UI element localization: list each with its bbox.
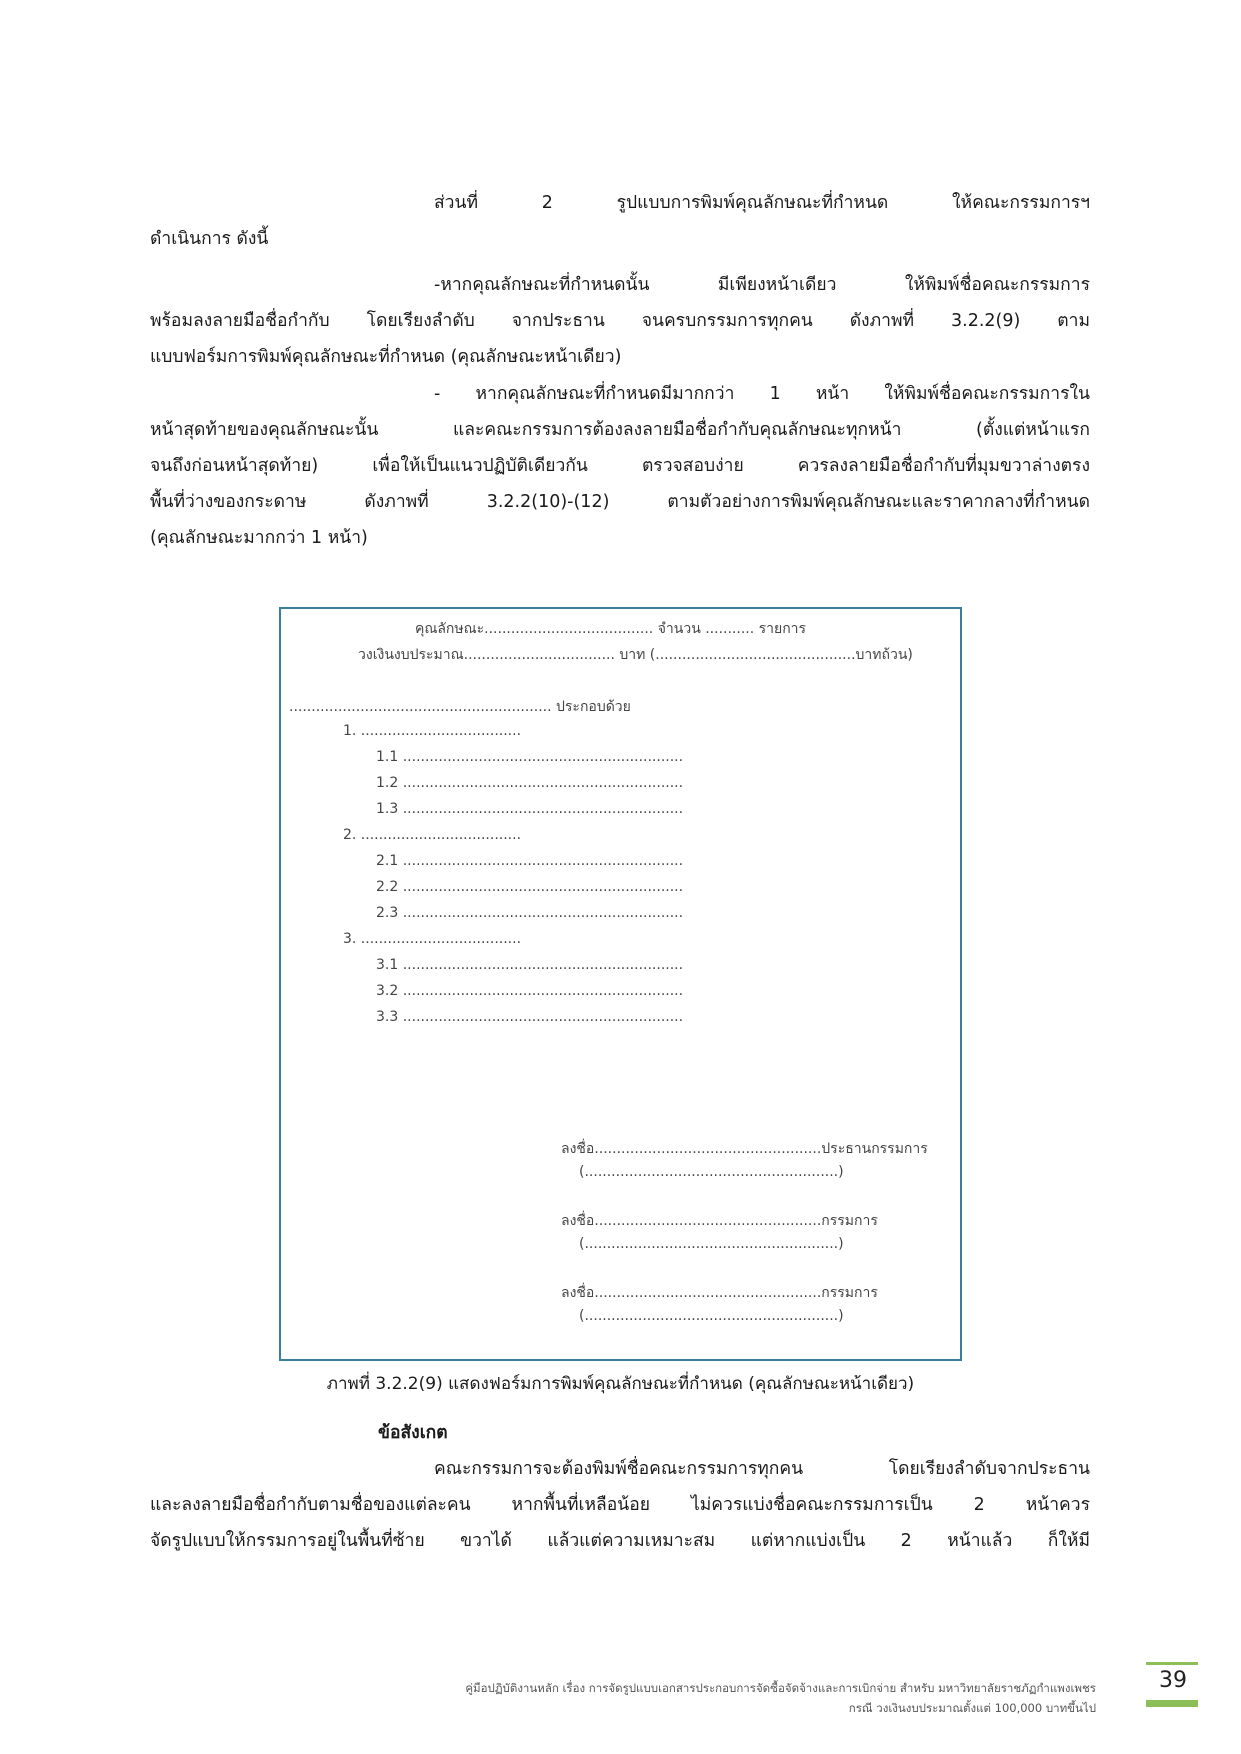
paragraph-2-line-1: -หากคุณลักษณะที่กำหนดนั้น มีเพียงหน้าเดียว ให้พิมพ์ชื่อคณะกรรมการ: [434, 275, 1090, 295]
form-subitem: 3.1 ...............................................................: [376, 957, 684, 973]
paragraph-3-line-3: จนถึงก่อนหน้าสุดท้าย) เพื่อให้เป็นแนวปฏิบัติเดียวกัน ตรวจสอบง่าย ควรลงลายมือชื่อกำกับที่มุมขวาล่างตรง: [150, 456, 1090, 476]
paragraph-3-line-2: หน้าสุดท้ายของคุณลักษณะนั้น และคณะกรรมการต้องลงลายมือชื่อกำกับคุณลักษณะทุกหน้า (ตั้งแต่หน้าแรก: [150, 420, 1090, 440]
paragraph-2-line-3: แบบฟอร์มการพิมพ์คุณลักษณะที่กำหนด (คุณลักษณะหน้าเดียว): [150, 347, 622, 367]
page-number-bar-top: [1146, 1662, 1198, 1665]
form-header-budget: วงเงินงบประมาณ.................................. บาท (.............................................บาทถ้วน): [358, 647, 913, 663]
signature-member-1-name: (.........................................................): [579, 1236, 844, 1252]
form-subitem: 2.3 ...............................................................: [376, 905, 684, 921]
page-number-bar-bottom: [1146, 1700, 1198, 1707]
form-subitem: 1.2 ...............................................................: [376, 775, 684, 791]
signature-member-2-name: (.........................................................): [579, 1308, 844, 1324]
observation-line-1: คณะกรรมการจะต้องพิมพ์ชื่อคณะกรรมการทุกคน โดยเรียงลำดับจากประธาน: [434, 1459, 1090, 1479]
form-subitem: 2.2 ...............................................................: [376, 879, 684, 895]
page-number: 39: [1159, 1668, 1187, 1693]
signature-member-1: ลงชื่อ...................................................กรรมการ: [561, 1213, 878, 1229]
figure-caption: ภาพที่ 3.2.2(9) แสดงฟอร์มการพิมพ์คุณลักษณะที่กำหนด (คุณลักษณะหน้าเดียว): [326, 1374, 915, 1394]
form-subitem: 3.2 ...............................................................: [376, 983, 684, 999]
paragraph-2-line-2: พร้อมลงลายมือชื่อกำกับ โดยเรียงลำดับ จากประธาน จนครบกรรมการทุกคน ดังภาพที่ 3.2.2(9) ตาม: [150, 311, 1090, 331]
signature-chair-name: (.........................................................): [579, 1164, 844, 1180]
observation-line-3: จัดรูปแบบให้กรรมการอยู่ในพื้นที่ซ้าย ขวาได้ แล้วแต่ความเหมาะสม แต่หากแบ่งเป็น 2 หน้าแล้ว ก็ให้มี: [150, 1531, 1090, 1551]
paragraph-3-line-4: พื้นที่ว่างของกระดาษ ดังภาพที่ 3.2.2(10)-(12) ตามตัวอย่างการพิมพ์คุณลักษณะและราคากลางที่กำหนด: [150, 492, 1090, 512]
form-item-1: 1. ....................................: [343, 723, 522, 739]
paragraph-3-line-5: (คุณลักษณะมากกว่า 1 หน้า): [150, 528, 368, 548]
footer-line-2: กรณี วงเงินงบประมาณตั้งแต่ 100,000 บาทขึ้นไป: [848, 1701, 1096, 1715]
observation-title: ข้อสังเกต: [378, 1423, 448, 1443]
form-item-2: 2. ....................................: [343, 827, 522, 843]
form-subitem: 1.1 ...............................................................: [376, 749, 684, 765]
signature-chair: ลงชื่อ...................................................ประธานกรรมการ: [561, 1141, 928, 1157]
form-figure: [279, 607, 962, 1361]
form-subitem: 1.3 ...............................................................: [376, 801, 684, 817]
form-header-spec: คุณลักษณะ...................................... จำนวน ........... รายการ: [415, 621, 807, 637]
form-item-3: 3. ....................................: [343, 931, 522, 947]
paragraph-1-line-1: ส่วนที่ 2 รูปแบบการพิมพ์คุณลักษณะที่กำหนด ให้คณะกรรมการฯ: [434, 193, 1090, 213]
paragraph-1-line-2: ดำเนินการ ดังนี้: [150, 229, 269, 249]
observation-line-2: และลงลายมือชื่อกำกับตามชื่อของแต่ละคน หากพื้นที่เหลือน้อย ไม่ควรแบ่งชื่อคณะกรรมการเป็น 2 หน้าควร: [150, 1495, 1090, 1515]
paragraph-3-line-1: - หากคุณลักษณะที่กำหนดมีมากกว่า 1 หน้า ให้พิมพ์ชื่อคณะกรรมการใน: [434, 384, 1090, 404]
form-subitem: 2.1 ...............................................................: [376, 853, 684, 869]
form-subitem: 3.3 ...............................................................: [376, 1009, 684, 1025]
footer-line-1: คู่มือปฏิบัติงานหลัก เรื่อง การจัดรูปแบบเอกสารประกอบการจัดซื้อจัดจ้างและการเบิกจ่าย สำหรับ มหาวิทยาลัยราชภัฏกำแพงเพชร: [465, 1681, 1096, 1695]
signature-member-2: ลงชื่อ...................................................กรรมการ: [561, 1285, 878, 1301]
form-composed-of: ........................................................... ประกอบด้วย: [289, 699, 631, 715]
